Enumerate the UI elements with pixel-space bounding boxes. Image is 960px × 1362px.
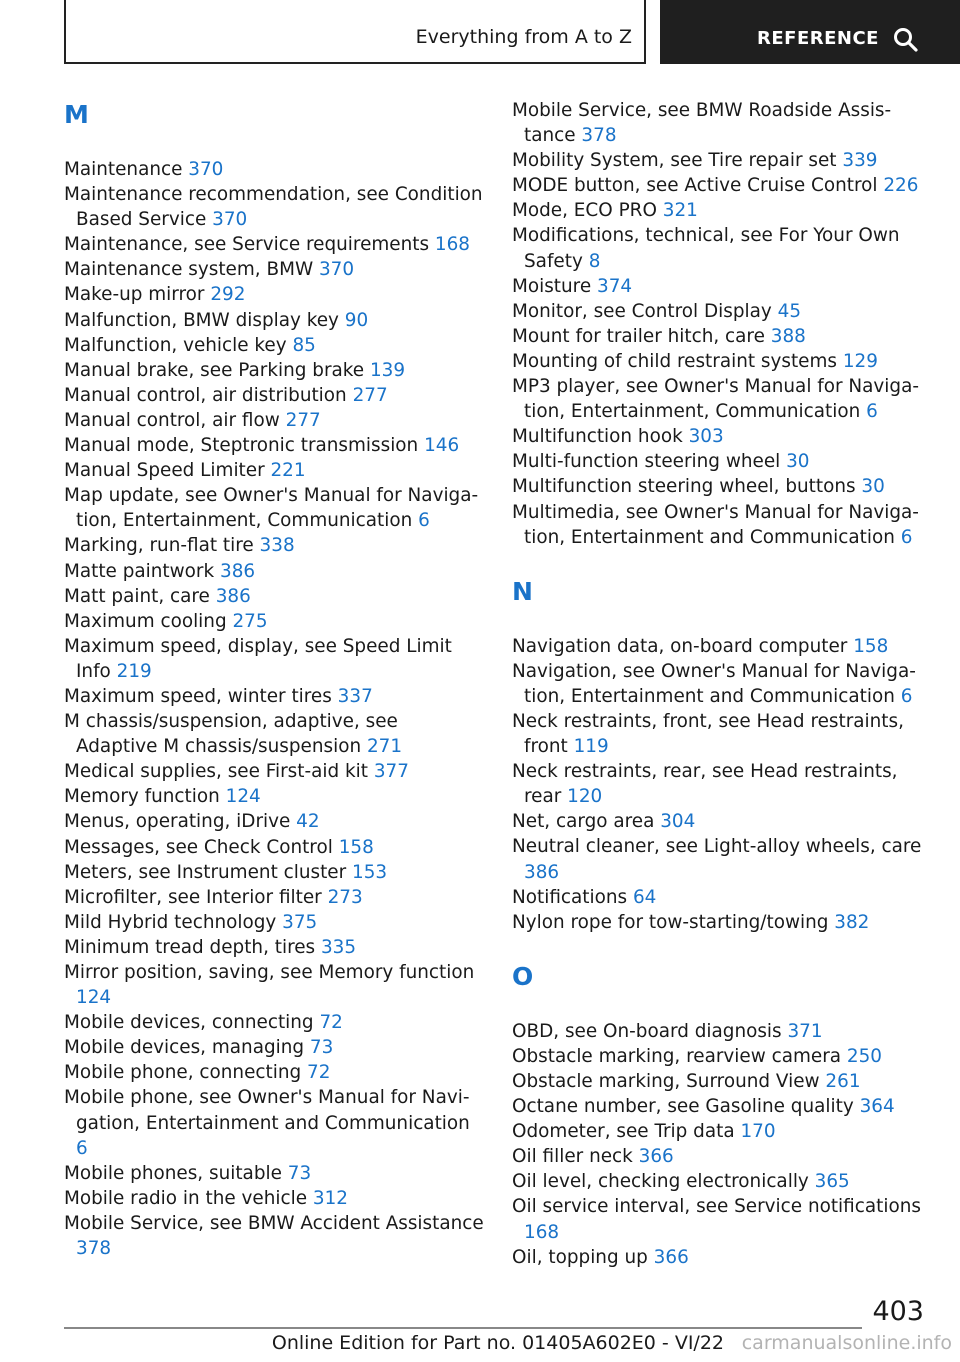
index-entry-text: Navigation data, on-board computer — [512, 635, 854, 657]
page-link[interactable]: 337 — [337, 685, 373, 707]
index-entry-text: Maximum speed, winter tires — [64, 685, 338, 707]
page-link[interactable]: 158 — [853, 635, 889, 657]
index-entry — [64, 1186, 484, 1211]
page-link[interactable]: 370 — [212, 209, 248, 231]
page-link[interactable]: 124 — [76, 987, 112, 1009]
index-entry — [64, 910, 484, 935]
index-entry — [64, 1010, 484, 1035]
index-entry — [64, 282, 484, 307]
index-entry — [64, 835, 484, 860]
page-link[interactable]: 271 — [366, 736, 403, 758]
index-entry-text: Maintenance system, BMW — [64, 259, 319, 281]
index-entry — [64, 860, 484, 885]
index-entry — [64, 809, 484, 834]
page-link[interactable]: 364 — [859, 1096, 895, 1118]
page-link[interactable]: 129 — [842, 350, 878, 372]
index-entry-text: Obstacle marking, rearview camera — [512, 1045, 847, 1067]
index-entry — [64, 333, 484, 358]
page-link[interactable]: 30 — [861, 476, 885, 498]
index-entry — [512, 299, 922, 324]
index-entry — [512, 98, 922, 148]
index-entry — [512, 500, 922, 550]
section-letter-n: N — [512, 576, 533, 606]
index-entry-text: Map update, see Owner's Manual for Navigation, Entertainment, Communication — [64, 485, 479, 532]
index-entry-text: Mode, ECO PRO — [512, 200, 663, 222]
index-entry — [512, 634, 922, 659]
index-entry-text: Mobile devices, managing — [64, 1037, 310, 1059]
page-link[interactable]: 292 — [210, 284, 246, 306]
section-letter-o: O — [512, 961, 534, 991]
index-entry-text: Net, cargo area — [512, 811, 661, 833]
index-entry-text: Mobility System, see Tire repair set — [512, 150, 843, 172]
index-entry — [512, 1144, 922, 1169]
index-entry — [64, 308, 484, 333]
index-entry — [512, 274, 922, 299]
index-entry — [64, 584, 484, 609]
index-entry — [64, 483, 484, 533]
index-entry — [512, 809, 922, 834]
page-link[interactable]: 170 — [740, 1121, 776, 1143]
index-list-m-part2 — [512, 98, 922, 550]
index-entry-text: Maintenance, see Service requirements — [64, 234, 435, 256]
index-entry — [64, 784, 484, 809]
index-entry — [64, 935, 484, 960]
index-entry-text: Microfilter, see Interior filter — [64, 886, 328, 908]
page-link[interactable]: 6 — [866, 401, 878, 423]
index-entry-text: Maintenance recommendation, see Condition Based Service — [64, 184, 483, 231]
page-link[interactable]: 64 — [632, 886, 657, 908]
page-link[interactable]: 370 — [318, 259, 355, 281]
index-entry-text: Navigation, see Owner's Manual for Navigation, Entertainment and Communication — [512, 660, 916, 707]
index-entry — [64, 1161, 484, 1186]
index-entry-text: OBD, see On-board diagnosis — [512, 1020, 788, 1042]
index-entry-text: Monitor, see Control Display — [512, 300, 778, 322]
index-entry — [512, 324, 922, 349]
index-entry — [512, 1069, 922, 1094]
index-entry-text: Manual Speed Limiter — [64, 460, 271, 482]
index-entry — [64, 433, 484, 458]
index-entry-text: Manual control, air distribution — [64, 384, 353, 406]
index-entry-text: Moisture — [512, 275, 597, 297]
index-entry — [512, 1119, 922, 1144]
index-list-n — [512, 634, 922, 935]
index-entry-text: Obstacle marking, Surround View — [512, 1071, 826, 1092]
index-list-m-part1 — [64, 157, 484, 1261]
index-entry-text: Mount for trailer hitch, care — [512, 325, 771, 347]
page-link[interactable]: 153 — [352, 861, 388, 883]
page-link[interactable]: 30 — [786, 451, 810, 473]
header-section-title: Everything from A to Z — [415, 26, 632, 48]
edition-note: Online Edition for Part no. 01405A602E0 - VI/22 — [271, 1332, 724, 1354]
index-column-left — [64, 98, 484, 1261]
index-entry-text: Mounting of child restraint systems — [512, 350, 843, 372]
page-link[interactable]: 370 — [188, 159, 224, 180]
index-entry-text: Minimum tread depth, tires — [64, 936, 321, 958]
page-link[interactable]: 374 — [597, 275, 633, 297]
page-link[interactable]: 386 — [220, 560, 256, 582]
page-link[interactable]: 90 — [344, 309, 369, 331]
page-link[interactable]: 312 — [312, 1187, 348, 1209]
page-link[interactable]: 139 — [369, 359, 406, 381]
index-entry-text: Octane number, see Gasoline quality — [512, 1096, 860, 1118]
index-entry-text: Mobile Service, see BMW Roadside Assistance — [512, 100, 892, 147]
index-entry-text: Multi-function steering wheel — [512, 451, 787, 473]
index-entry-text: Oil, topping up — [512, 1246, 654, 1268]
page-link[interactable]: 386 — [524, 861, 560, 883]
index-entry-text: Maximum cooling — [64, 610, 233, 632]
index-column-right — [512, 98, 922, 1270]
index-entry — [512, 885, 922, 910]
page-link[interactable]: 273 — [327, 886, 363, 908]
page-link[interactable]: 277 — [285, 409, 321, 431]
page-link[interactable]: 6 — [900, 685, 913, 707]
index-entry — [512, 148, 922, 173]
index-entry-text: Manual mode, Steptronic transmission — [64, 435, 425, 457]
page-link[interactable]: 6 — [76, 1137, 88, 1159]
page-link[interactable]: 85 — [292, 334, 316, 356]
index-entry — [64, 759, 484, 784]
page-link[interactable]: 45 — [777, 300, 802, 322]
index-entry-text: Mirror position, saving, see Memory function — [64, 962, 475, 983]
index-entry-text: MODE button, see Active Cruise Control — [512, 175, 884, 197]
header-section-frame — [64, 0, 646, 64]
index-entry-text: Malfunction, vehicle key — [64, 334, 293, 356]
index-entry — [64, 634, 484, 684]
search-icon[interactable] — [892, 26, 920, 54]
page-link[interactable]: 339 — [842, 150, 878, 172]
index-entry-text: Medical supplies, see First-aid kit — [64, 761, 374, 783]
index-entry-text: Make-up mirror — [64, 284, 211, 306]
page-link[interactable]: 124 — [225, 786, 261, 808]
page-link[interactable]: 382 — [834, 911, 870, 933]
index-entry — [64, 1060, 484, 1085]
page-link[interactable]: 371 — [787, 1020, 823, 1042]
page-link[interactable]: 388 — [770, 325, 806, 347]
index-entry-text: Oil service interval, see Service notifications — [512, 1196, 921, 1218]
index-entry — [64, 408, 484, 433]
index-entry-text: Multifunction steering wheel, buttons — [512, 476, 862, 498]
index-entry — [512, 374, 922, 424]
index-entry-text: Meters, see Instrument cluster — [64, 861, 353, 883]
page-link[interactable]: 386 — [215, 585, 251, 607]
index-entry-text: Mobile devices, connecting — [64, 1012, 320, 1034]
index-entry-text: Messages, see Check Control — [64, 836, 339, 858]
index-entry — [512, 474, 922, 499]
page-link[interactable]: 221 — [270, 460, 306, 482]
index-entry — [512, 1044, 922, 1069]
index-entry — [64, 383, 484, 408]
page-link[interactable]: 42 — [296, 811, 320, 833]
index-entry-text: M chassis/suspension, adaptive, see Adaptive M chassis/suspension — [64, 711, 398, 758]
page-link[interactable]: 304 — [660, 811, 696, 833]
reference-tab[interactable] — [660, 0, 960, 64]
page-link[interactable]: 303 — [688, 426, 724, 448]
index-entry — [512, 834, 922, 884]
index-entry-text: Neck restraints, rear, see Head restraints, rear — [512, 761, 898, 808]
page-link[interactable]: 378 — [581, 125, 617, 147]
index-list-o — [512, 1019, 922, 1270]
index-entry-text: Oil filler neck — [512, 1146, 639, 1168]
index-entry-text: Multimedia, see Owner's Manual for Navigation, Entertainment and Communication — [512, 501, 919, 548]
page-link[interactable]: 168 — [524, 1221, 560, 1243]
page-link[interactable]: 375 — [282, 911, 318, 933]
index-entry — [512, 1019, 922, 1044]
index-entry-text: Nylon rope for tow-starting/towing — [512, 911, 835, 933]
page-link[interactable]: 321 — [662, 200, 698, 222]
index-entry-text: Manual control, air flow — [64, 409, 286, 431]
page-link[interactable]: 365 — [814, 1171, 850, 1193]
index-entry — [64, 1085, 484, 1160]
page-link[interactable]: 250 — [846, 1045, 883, 1067]
page-link[interactable]: 261 — [825, 1071, 861, 1092]
index-entry-text: Mobile phone, see Owner's Manual for Navigation, Entertainment and Communication — [64, 1087, 470, 1134]
index-entry — [512, 709, 922, 759]
index-entry-text: Menus, operating, iDrive — [64, 811, 297, 833]
index-entry-text: Mild Hybrid technology — [64, 911, 283, 933]
index-entry-text: Neutral cleaner, see Light-alloy wheels, care — [512, 836, 922, 858]
index-entry — [64, 559, 484, 584]
page-link[interactable]: 146 — [424, 435, 460, 457]
index-entry — [64, 358, 484, 383]
footer-divider — [64, 1327, 862, 1329]
index-entry — [512, 910, 922, 935]
index-entry-text: Matt paint, care — [64, 585, 216, 607]
index-entry-text: Matte paintwork — [64, 560, 220, 582]
page-link[interactable]: 335 — [320, 936, 357, 958]
index-entry — [64, 157, 484, 182]
index-entry-text: Mobile radio in the vehicle — [64, 1187, 313, 1209]
index-entry — [64, 257, 484, 282]
page-link[interactable]: 366 — [638, 1146, 674, 1168]
index-entry-text: Manual brake, see Parking brake — [64, 359, 370, 381]
index-entry-text: Memory function — [64, 786, 226, 808]
index-entry-text: Marking, run-flat tire — [64, 535, 260, 557]
page-link[interactable]: 377 — [373, 761, 409, 783]
page-link[interactable]: 120 — [567, 786, 603, 808]
page-link[interactable]: 366 — [653, 1246, 689, 1268]
index-entry — [64, 885, 484, 910]
page-link[interactable]: 275 — [232, 610, 268, 632]
index-entry-text: Oil level, checking electronically — [512, 1171, 815, 1193]
index-entry — [512, 759, 922, 809]
index-entry — [64, 684, 484, 709]
page-link[interactable]: 378 — [76, 1238, 112, 1260]
index-entry — [64, 1035, 484, 1060]
index-entry-text: Malfunction, BMW display key — [64, 309, 345, 331]
index-entry — [512, 1094, 922, 1119]
index-entry-text: Notifications — [512, 886, 633, 908]
index-entry — [512, 1194, 922, 1244]
index-entry-text: Odometer, see Trip data — [512, 1121, 741, 1143]
watermark-text: carmanualsonline.info — [741, 1332, 952, 1354]
page-link[interactable]: 73 — [309, 1037, 334, 1059]
index-entry — [512, 1169, 922, 1194]
index-entry — [512, 223, 922, 273]
index-entry — [64, 1211, 484, 1261]
index-entry-text: Mobile phone, connecting — [64, 1062, 308, 1084]
page-link[interactable]: 6 — [418, 510, 430, 532]
index-entry-text: Maintenance — [64, 159, 189, 180]
page-link[interactable]: 168 — [434, 234, 471, 256]
index-entry-text: Modifications, technical, see For Your Own Safety — [512, 225, 900, 272]
index-entry — [512, 1245, 922, 1270]
section-letter-m: M — [64, 100, 89, 129]
page-link[interactable]: 277 — [352, 384, 388, 406]
index-entry — [512, 424, 922, 449]
page-link[interactable]: 158 — [338, 836, 374, 858]
page-link[interactable]: 226 — [883, 175, 919, 197]
page-link[interactable]: 72 — [319, 1012, 343, 1034]
page-link[interactable]: 6 — [900, 526, 913, 548]
index-entry — [64, 960, 484, 1010]
index-entry — [64, 182, 484, 232]
index-entry-text: Maximum speed, display, see Speed Limit Info — [64, 635, 452, 682]
index-entry-text: Mobile Service, see BMW Accident Assistance — [64, 1212, 484, 1234]
index-entry — [512, 198, 922, 223]
index-entry — [512, 349, 922, 374]
index-entry — [64, 232, 484, 257]
page-link[interactable]: 73 — [287, 1162, 312, 1184]
index-entry-text: Neck restraints, front, see Head restraints, front — [512, 710, 904, 758]
reference-label: REFERENCE — [757, 28, 879, 49]
page-link[interactable]: 219 — [116, 660, 152, 682]
page-number: 403 — [872, 1296, 924, 1327]
index-entry — [512, 659, 922, 709]
index-entry — [64, 709, 484, 759]
index-entry — [64, 458, 484, 483]
page-link[interactable]: 8 — [588, 250, 601, 272]
page-link[interactable]: 72 — [307, 1062, 331, 1084]
index-entry — [512, 449, 922, 474]
page-link[interactable]: 119 — [573, 736, 609, 758]
index-entry-text: MP3 player, see Owner's Manual for Navigation, Entertainment, Communication — [512, 376, 920, 423]
index-entry-text: Mobile phones, suitable — [64, 1162, 288, 1184]
index-entry — [64, 609, 484, 634]
index-entry — [64, 533, 484, 558]
page-link[interactable]: 338 — [259, 535, 295, 557]
index-entry — [512, 173, 922, 198]
index-entry-text: Multifunction hook — [512, 426, 689, 448]
